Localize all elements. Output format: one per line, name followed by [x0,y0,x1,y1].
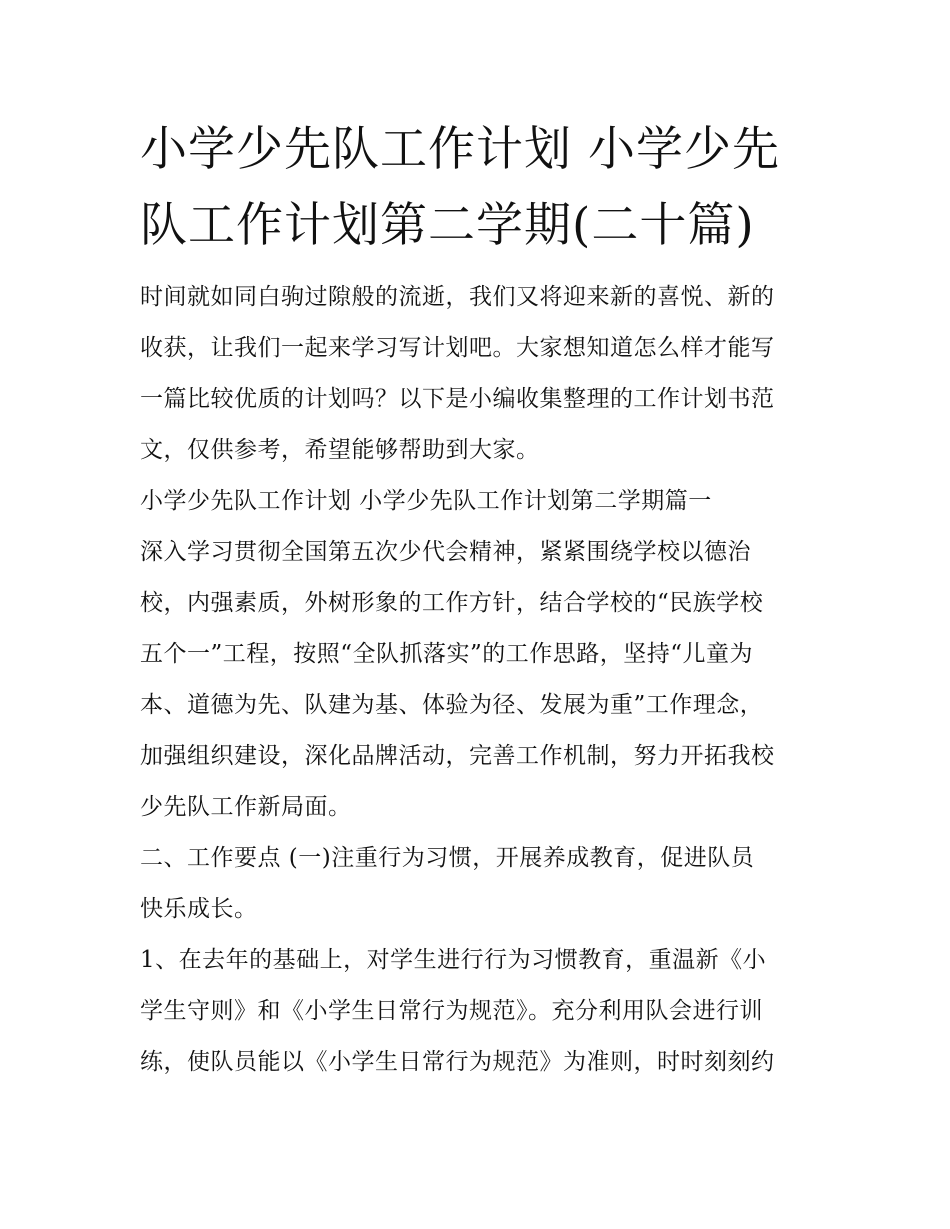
text-line: 文，仅供参考，希望能够帮助到大家。 [140,437,540,463]
text-line: 加强组织建设，深化品牌活动，完善工作机制，努力开拓我校 [140,743,775,769]
text-line: 一篇比较优质的计划吗？以下是小编收集整理的工作计划书范 [140,386,775,412]
text-line: 五个一”工程，按照“全队抓落实”的工作思路，坚持“儿童为 [140,641,754,667]
text-line: 本、道德为先、队建为基、体验为径、发展为重”工作理念， [140,692,764,718]
text-line: 收获，让我们一起来学习写计划吧。大家想知道怎么样才能写 [140,335,775,361]
text-line: 学生守则》和《小学生日常行为规范》。充分利用队会进行训 [140,998,763,1024]
body-text [140,272,820,1088]
text-line: 快乐成长。 [140,896,258,922]
text-line: 1、在去年的基础上，对学生进行行为习惯教育，重温新《小 [140,947,767,973]
text-line: 时间就如同白驹过隙般的流逝，我们又将迎来新的喜悦、新的 [140,284,775,310]
document-title [140,112,820,264]
text-line: 二、工作要点 (一)注重行为习惯，开展养成教育，促进队员 [140,845,755,871]
text-line: 深入学习贯彻全国第五次少代会精神，紧紧围绕学校以德治 [140,539,751,565]
text-line: 校，内强素质，外树形象的工作方针，结合学校的“民族学校 [140,590,764,616]
text-line: 少先队工作新局面。 [140,794,352,820]
section-heading: 小学少先队工作计划 小学少先队工作计划第二学期篇一 [140,488,712,514]
title-line-2: 队工作计划第二学期(二十篇) [140,198,755,253]
title-line-1: 小学少先队工作计划 小学少先 [140,122,780,177]
document-content [140,112,820,1088]
text-line: 练，使队员能以《小学生日常行为规范》为准则，时时刻刻约 [140,1049,775,1075]
